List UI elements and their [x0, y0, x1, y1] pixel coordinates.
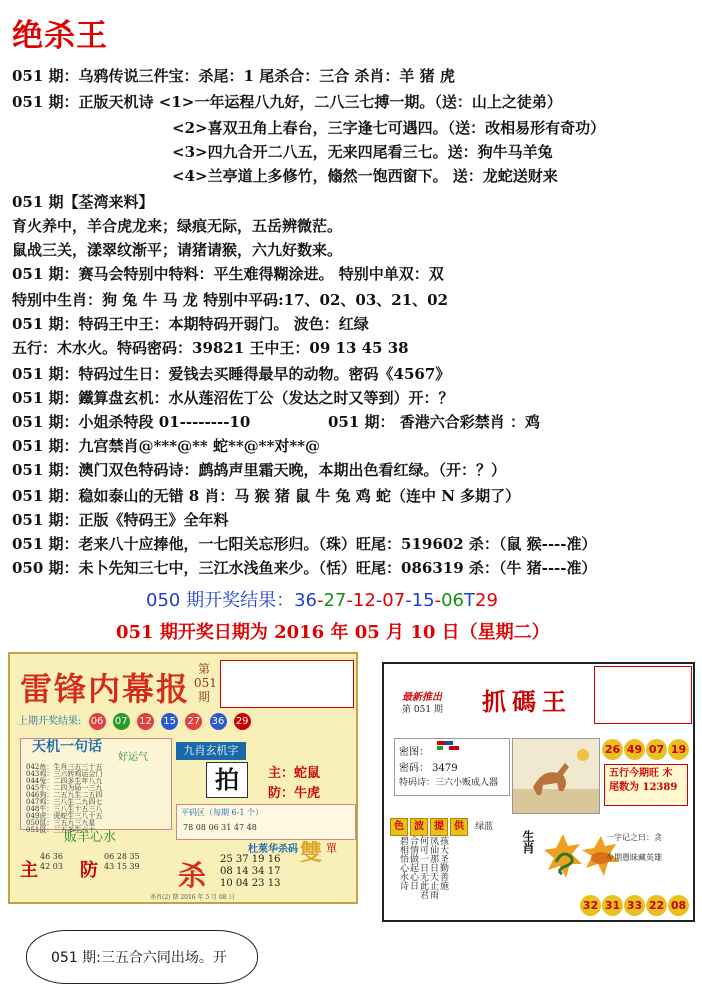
tianji-subtitle: 好运气 — [118, 752, 148, 763]
text-line: 051 期：老来八十应捧他，一七阳关忘形归。（珠）旺尾：519602 杀：（鼠 猴----准） — [12, 535, 597, 553]
hot-balls — [602, 738, 690, 760]
zodiac-title: 九肖玄机字 — [176, 742, 246, 760]
footer-note: 杀肖(2) 期 2016 年 5 月 08 日 — [150, 894, 235, 901]
tianji-line: 045牛：二四为局一三九 — [26, 784, 103, 792]
result-number: 06 — [441, 590, 465, 611]
tianji-line: 046狗：二五九生二五四 — [26, 791, 103, 799]
secret-image-label: 密图： — [399, 747, 429, 758]
color-wave-value: 绿蓝 — [475, 822, 494, 832]
issue-number: 第 051 期 — [194, 662, 217, 704]
result-number: 36 — [294, 590, 317, 611]
text-line: 051 期：小姐杀特段 01--------10 — [12, 413, 251, 431]
result-number: 07 — [382, 590, 406, 611]
ball: 12 — [137, 713, 154, 730]
secret-logo-icon — [437, 741, 461, 751]
this-issue-line: 今期愚昧藏英雄 — [606, 853, 662, 862]
color-wave-row — [390, 814, 493, 836]
tianji-line: 042鱼：生肖三五三十五 — [26, 763, 103, 771]
ball: 49 — [624, 739, 645, 760]
ball: 31 — [602, 895, 623, 916]
poem-column: 何可一日无此君 — [418, 836, 428, 899]
text-line: 051 期：澳门双色特码诗：鹧鸪声里霜天晚，本期出色看红绿。（开：？） — [12, 461, 507, 479]
flat-code-box — [176, 804, 356, 840]
text-line: 育火养中，羊合虎龙来；绿痕无际，五岳辨微茫。 — [12, 217, 343, 235]
ball: 29 — [234, 713, 251, 730]
result-number: 15 — [411, 590, 435, 611]
tianji-title: 天机一句话 — [32, 739, 102, 755]
tianji-line: 044兔：二四多生年八九 — [26, 777, 103, 785]
result-dash: - — [405, 590, 412, 611]
text-line: 鼠战三关，漾翠纹渐平；请猪请猴，六九好数来。 — [12, 241, 343, 259]
kill-code-grid — [220, 854, 280, 890]
ball: 07 — [113, 713, 130, 730]
page-title: 绝杀王 — [12, 18, 108, 54]
result-dash: - — [346, 590, 353, 611]
wuxing-line: 五行今期旺 木 — [609, 768, 673, 779]
issue-number: 第 051 期 — [402, 705, 443, 715]
lei-feng-newspaper-image — [8, 652, 358, 904]
bubble-text: 051 期:三五合六同出场。开 — [51, 950, 227, 966]
ball-label: 上期开奖结果: — [18, 716, 82, 727]
result-special-t: T — [464, 590, 476, 611]
ball: 22 — [646, 895, 667, 916]
poem-column: 碧相悟心水诗 — [398, 836, 408, 890]
draw-result — [146, 586, 498, 612]
blank-box — [220, 660, 354, 708]
text-line: <3>四九合开二八五，无来四尾看三七。送：狗牛马羊兔 — [172, 143, 553, 161]
dan-character: 單 — [326, 842, 337, 855]
grid-row: 08 14 34 17 — [220, 866, 281, 877]
ball: 19 — [668, 739, 689, 760]
tianji-line: 050鼠：三五九三九星 — [26, 819, 96, 827]
blank-box — [594, 666, 692, 724]
bottom-balls — [580, 894, 690, 916]
text-line: 051 期： 香港六合彩禁肖 ：鸡 — [328, 413, 540, 431]
poem-column: 凤仙那日天止雨 — [428, 836, 438, 899]
newspaper-title: 雷锋内幕报 — [20, 670, 191, 708]
text-line: 051 期【荃湾来料】 — [12, 193, 154, 211]
color-wave-char: 提 — [430, 818, 448, 836]
text-line: 051 期：特码王中王：本期特码开弱门。 波色：红绿 — [12, 315, 369, 333]
ball: 26 — [602, 739, 623, 760]
tianji-line: 043鸡：三六转鸡运会门 — [26, 770, 103, 778]
zodiac-label: 生肖 — [521, 830, 535, 854]
ball: 27 — [185, 713, 202, 730]
text-line: 051 期：稳如泰山的无错 8 肖：马 猴 猪 鼠 牛 兔 鸡 蛇（连中 N 多期了） — [12, 487, 521, 505]
result-dash: - — [316, 590, 324, 611]
result-dash: - — [375, 590, 383, 611]
poem-column: 孩大圣勤善施 — [438, 836, 448, 890]
result-number: 27 — [323, 590, 347, 611]
guard-label: 防 — [80, 860, 98, 881]
tianji-line: 048牛：三八生十五三八 — [26, 805, 103, 813]
main-numbers: 46 36 42 03 — [40, 852, 63, 871]
guard-pick: 防：牛虎 — [268, 786, 321, 801]
main-label: 主 — [20, 860, 38, 881]
shuang-character: 雙 — [300, 840, 323, 866]
grid-row: 25 37 19 16 — [220, 854, 281, 865]
special-poem: 特码诗：三六小贩成人器 — [399, 778, 499, 788]
grid-row: 10 04 23 13 — [220, 878, 281, 889]
main-pick: 主：蛇鼠 — [268, 766, 321, 781]
text-line: <4>兰亭道上多修竹，翛然一饱西窗下。 送：龙蛇送财来 — [172, 167, 558, 185]
speech-bubble — [26, 930, 258, 984]
tianji-line: 047鸡：三八生二九四七 — [26, 798, 103, 806]
text-line: 051 期：正版《特码王》全年料 — [12, 511, 229, 529]
color-wave-char: 波 — [410, 818, 428, 836]
tianji-line: 049虎：虎蛇生三八十五 — [26, 812, 103, 820]
text-line: 051 期：特码过生日：爱钱去买睡得最早的动物。密码《4567》 — [12, 365, 451, 383]
horse-icon — [513, 739, 599, 813]
text-line: 051 期：鐵算盘玄机：水从莲沼佐丁公（发达之时又等到）开：？ — [12, 389, 454, 407]
secret-code: 密码： 3479 — [399, 763, 458, 774]
ball: 07 — [646, 739, 667, 760]
tianji-line: 051鼠：三五多生六十 — [26, 826, 96, 834]
snake-icon — [542, 832, 584, 884]
text-line: 五行：木水火。特码密码：39821 王中王：09 13 45 38 — [12, 339, 409, 357]
result-number: 29 — [475, 590, 498, 611]
flat-code-numbers: 78 08 06 31 47 48 — [183, 823, 257, 832]
text-line: <2>喜双丑角上春台，三字逢七可遇四。（送：改相易形有奇功） — [172, 119, 606, 137]
draw-date: 051 期开奖日期为 2016 年 05 月 10 日（星期二） — [116, 622, 550, 643]
result-dash: - — [434, 590, 442, 611]
kill-code-title: 杜萊华杀码 — [248, 844, 298, 855]
color-wave-char: 供 — [450, 818, 468, 836]
ball: 15 — [161, 713, 178, 730]
vertical-poems — [398, 836, 448, 899]
last-draw-balls — [18, 712, 255, 730]
zhua-ma-wang-image — [382, 662, 695, 922]
kill-character: 杀 — [178, 859, 207, 892]
secret-code-box — [394, 738, 510, 796]
flat-code-title: 平码区（每期 6-1 个） — [181, 808, 263, 817]
ball: 06 — [89, 713, 106, 730]
text-line: 051 期：九宫禁肖@***@** 蛇**@**对**@ — [12, 437, 321, 455]
ball: 08 — [668, 895, 689, 916]
text-line: 051 期：乌鸦传说三件宝：杀尾：1 尾杀合：三合 杀肖：羊 猪 虎 — [12, 67, 455, 85]
one-word-line: 一字记之曰：贪 — [606, 833, 662, 842]
horse-landscape-illustration — [512, 738, 600, 814]
pai-character: 拍 — [206, 762, 248, 798]
poem-column: 合情做起心日 — [408, 836, 418, 890]
ball: 32 — [580, 895, 601, 916]
ball: 36 — [210, 713, 227, 730]
monkey-tips-title: 販羊心水 — [64, 830, 117, 845]
color-wave-char: 色 — [390, 818, 408, 836]
text-line: 050 期：未卜先知三七中，三江水浅鱼来少。（恬）旺尾：086319 杀：（牛 猪----准） — [12, 559, 597, 577]
newest-label: 最新推出 — [402, 692, 442, 703]
ball: 33 — [624, 895, 645, 916]
text-line: 特别中生肖：狗 兔 牛 马 龙 特别中平码:17、02、03、21、02 — [12, 291, 449, 309]
result-number: 12 — [352, 590, 376, 611]
text-line: 051 期：赛马会特别中特料：平生难得糊涂进。 特别中单双：双 — [12, 265, 444, 283]
guard-numbers: 06 28 35 43 15 39 — [104, 852, 140, 871]
tail-number-line: 尾数为 12389 — [609, 782, 678, 793]
wuxing-box — [604, 764, 688, 806]
result-prefix: 050 期开奖结果： — [146, 590, 295, 611]
text-line: 051 期：正版天机诗 <1>一年运程八九好，二八三七搏一期。（送：山上之徒弟） — [12, 93, 562, 111]
zhua-ma-title: 抓碼王 — [482, 687, 572, 716]
